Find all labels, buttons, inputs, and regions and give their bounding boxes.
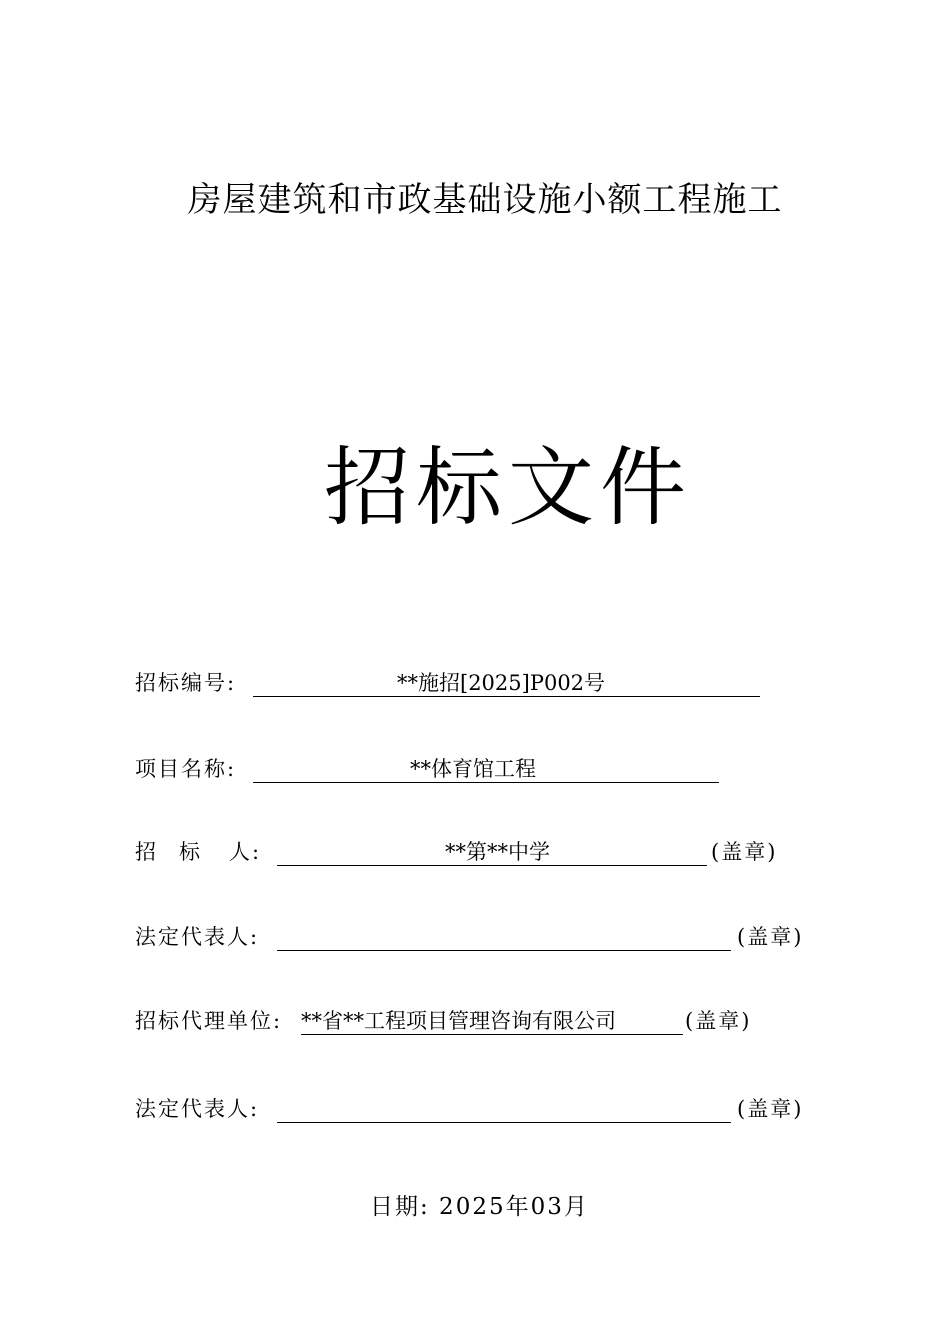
legal-representative-underline-2 — [277, 1094, 731, 1123]
agency-stamp: (盖章) — [685, 1009, 752, 1033]
legal-representative-label-1: 法定代表人: — [135, 925, 260, 949]
legal-representative-field-1 — [135, 922, 835, 956]
document-title: 招标文件 — [324, 438, 692, 538]
tenderer-value: **第**中学 — [445, 840, 550, 864]
tender-number-label: 招标编号: — [135, 671, 237, 695]
project-name-label: 项目名称: — [135, 757, 237, 781]
tenderer-stamp: (盖章) — [711, 840, 778, 864]
agency-label: 招标代理单位: — [135, 1009, 283, 1033]
agency-value: **省**工程项目管理咨询有限公司 — [301, 1009, 616, 1033]
project-name-value: **体育馆工程 — [410, 757, 536, 781]
legal-representative-underline-1 — [277, 922, 731, 951]
project-name-field — [135, 754, 735, 788]
tenderer-label-char-2: 标 — [179, 840, 202, 864]
tenderer-field — [135, 837, 815, 871]
tender-number-value: **施招[2025]P002号 — [397, 671, 606, 695]
legal-representative-label-2: 法定代表人: — [135, 1097, 260, 1121]
legal-representative-field-2 — [135, 1094, 835, 1128]
document-date: 日期: 2025年03月 — [370, 1194, 589, 1220]
tenderer-label — [135, 837, 261, 867]
tenderer-label-char-1: 招 — [135, 840, 158, 864]
agency-field — [135, 1006, 795, 1040]
tender-number-field — [135, 668, 775, 702]
tenderer-label-char-3: 人: — [229, 840, 262, 864]
legal-representative-stamp-1: (盖章) — [737, 925, 804, 949]
document-subtitle: 房屋建筑和市政基础设施小额工程施工 — [187, 180, 783, 220]
legal-representative-stamp-2: (盖章) — [737, 1097, 804, 1121]
